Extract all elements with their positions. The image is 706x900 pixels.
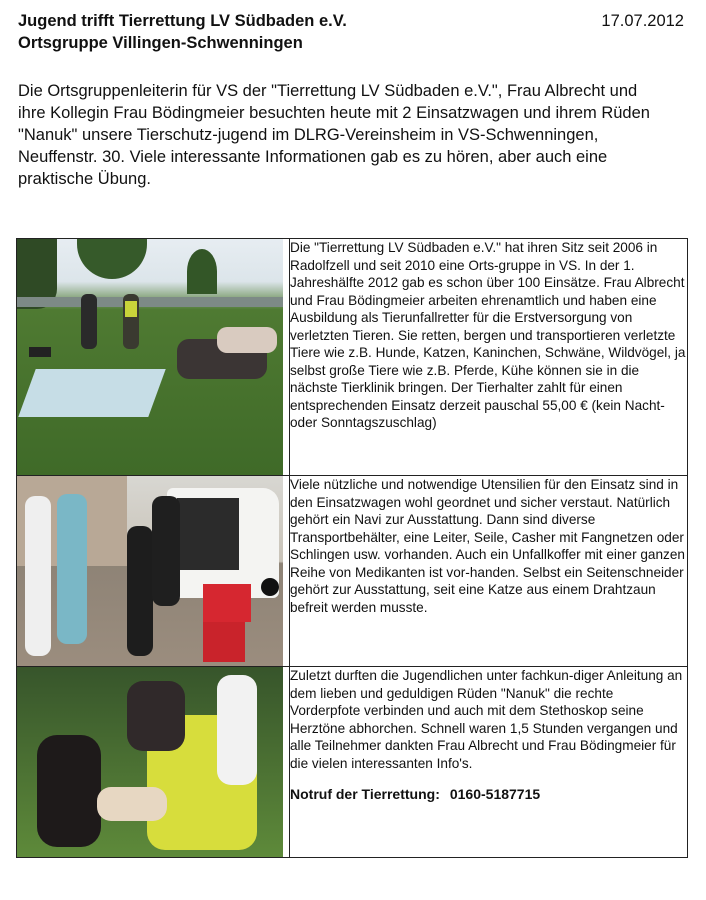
road-shape <box>17 297 283 307</box>
article-date: 17.07.2012 <box>601 12 684 30</box>
safety-vest-shape <box>125 301 137 317</box>
hotline-label: Notruf der Tierrettung: <box>290 786 440 802</box>
row-text: Viele nützliche und notwendige Utensilien für den Einsatz sind in den Einsatzwagen wohl geordnet und sicher verstaut. Natürlich gehört ein Navi zur Ausstattung. Dann sind diverse Transportbehälter, eine Leiter, Seile, Casher mit Fangnetzen oder Schlingen usw. vorhanden. Auch ein Unfallkoffer mit einer ganzen Reihe von Medikanten ist vor-handen. Selbst ein Seitenschneider gehört zur Ausstattung, seit eine Katze aus einem Drahtzaun befreit werden musste. <box>290 477 685 615</box>
photo-rescue-van <box>17 476 283 666</box>
article-header <box>18 10 694 60</box>
photo-cell <box>17 239 290 476</box>
text-cell <box>290 239 688 476</box>
hotline-number: 0160-5187715 <box>449 786 541 802</box>
emergency-hotline <box>290 786 687 804</box>
person-shape <box>152 496 180 606</box>
box-shape <box>29 347 51 357</box>
row-text: Die "Tierrettung LV Südbaden e.V." hat ihren Sitz seit 2006 in Radolfzell und seit 2010 eine Orts-gruppe in VS. In der 1. Jahreshälfte 2012 gab es schon über 100 Einsätze. Frau Albrecht und Frau Bödingmeier arbeiten ehrenamtlich und haben eine Ausbildung als Tierunfallretter für die Erstversorgung von verletzten Tieren. Sie retten, bergen und transportieren verletzte Tiere wie z.B. Hunde, Katzen, Kaninchen, Schwäne, Wildvögel, ja selbst große Tiere wie z.B. Pferde, Kühe können sie in die nächste Tierklinik bringen. Der Tierhalter zahlt für einen entsprechenden Einsatz derzeit pauschal 55,00 € (kein Nacht- oder Sonntagszuschlag) <box>290 240 686 430</box>
title-line-1: Jugend trifft Tierrettung LV Südbaden e.V. <box>18 12 347 30</box>
blanket-shape <box>18 369 165 417</box>
person-shape <box>57 494 87 644</box>
tree-shape <box>77 239 147 279</box>
table-row <box>17 239 688 476</box>
person-shape <box>127 681 185 751</box>
photo-dog-bandage <box>17 667 283 857</box>
photo-cell <box>17 476 290 667</box>
person-shape <box>25 496 51 656</box>
title-line-2: Ortsgruppe Villingen-Schwenningen <box>18 34 303 52</box>
intro-paragraph: Die Ortsgruppenleiterin für VS der "Tierrettung LV Südbaden e.V.", Frau Albrecht und ihre Kollegin Frau Bödingmeier besuchten heute mit 2 Einsatzwagen und ihrem Rüden "Nanuk" unsere Tierschutz-jugend im DLRG-Vereinsheim in VS-Schwenningen, Neuffenstr. 30. Viele interessante Informationen gab es zu hören, aber auch eine praktische Übung. <box>18 82 650 188</box>
row-text: Zuletzt durften die Jugendlichen unter fachkun-diger Anleitung an dem lieben und geduldigen Rüden "Nanuk" die rechte Vorderpfote verbinden und auch mit dem Stethoskop seine Herztöne abhorchen. Schnell waren 1,5 Stunden vergangen und alle Teilnehmer dankten Frau Albrecht und Frau Bödingmeier für die vielen interessanten Info's. <box>290 668 683 771</box>
dog-shape <box>97 787 167 821</box>
crate-shape <box>203 622 245 662</box>
van-cargo-shape <box>177 498 239 570</box>
table-row <box>17 667 688 858</box>
text-cell <box>290 667 688 858</box>
wheel-shape <box>261 578 279 596</box>
tree-shape <box>187 249 217 294</box>
photo-cell <box>17 667 290 858</box>
person-shape <box>37 735 101 847</box>
text-cell <box>290 476 688 667</box>
seated-group-shape <box>217 327 277 353</box>
crate-shape <box>203 584 251 622</box>
person-shape <box>81 294 97 349</box>
person-shape <box>217 675 257 785</box>
person-shape <box>127 526 153 656</box>
photo-group-on-lawn <box>17 239 283 475</box>
table-row <box>17 476 688 667</box>
report-table <box>16 238 688 858</box>
